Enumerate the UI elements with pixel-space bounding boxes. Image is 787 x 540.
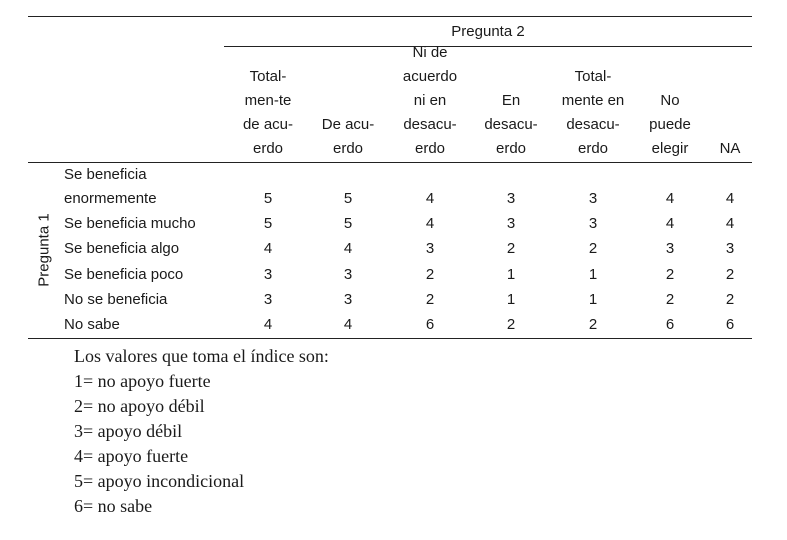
row-label: Se beneficia poco <box>64 266 184 283</box>
table-cell: 3 <box>343 266 353 283</box>
table-cell: 4 <box>725 215 735 232</box>
column-header-row <box>0 44 787 161</box>
table-cell: 2 <box>506 240 516 257</box>
table-cell: 2 <box>425 266 435 283</box>
table-cell: 6 <box>425 316 435 333</box>
table-cell: 3 <box>588 190 598 207</box>
table-cell: 1 <box>506 291 516 308</box>
legend-intro: Los valores que toma el índice son: <box>74 346 329 366</box>
legend-item: 3= apoyo débil <box>74 421 183 441</box>
table-cell: 1 <box>588 266 598 283</box>
table-cell: 4 <box>665 190 675 207</box>
column-header-totalmente-de-acuerdo: Total- men-te de acu- erdo <box>242 68 294 157</box>
table-cell: 4 <box>425 215 435 232</box>
row-label: Se beneficia mucho <box>64 215 196 232</box>
table-cell: 3 <box>263 266 273 283</box>
row-label: No sabe <box>64 316 120 333</box>
table-cell: 6 <box>665 316 675 333</box>
index-legend <box>74 344 329 519</box>
table-cell: 4 <box>343 240 353 257</box>
table-cell: 1 <box>588 291 598 308</box>
legend-item: 1= no apoyo fuerte <box>74 371 211 391</box>
table-cell: 4 <box>263 240 273 257</box>
row-label: Se beneficia <box>64 166 147 183</box>
legend-item: 6= no sabe <box>74 496 153 516</box>
table-cell: 3 <box>425 240 435 257</box>
column-header-na: NA <box>719 140 741 157</box>
table-cell: 4 <box>725 190 735 207</box>
table-cell: 2 <box>665 291 675 308</box>
table-cell: 5 <box>343 215 353 232</box>
table-cell: 3 <box>506 190 516 207</box>
table-cell: 6 <box>725 316 735 333</box>
table-cell: 1 <box>506 266 516 283</box>
table-cell: 3 <box>588 215 598 232</box>
table-cell: 5 <box>343 190 353 207</box>
column-header-en-desacuerdo: En desacu- erdo <box>484 92 538 157</box>
table-cell: 3 <box>263 291 273 308</box>
column-header-ni-de-acuerdo: Ni de acuerdo ni en desacu- erdo <box>402 44 458 157</box>
table-cell: 5 <box>263 190 273 207</box>
row-axis-label: Pregunta 1 <box>35 213 53 287</box>
row-label: enormemente <box>64 190 157 207</box>
table-cell: 4 <box>263 316 273 333</box>
table-cell: 4 <box>425 190 435 207</box>
table-top-rule <box>28 16 752 17</box>
column-group-title: Pregunta 2 <box>451 23 525 40</box>
column-header-no-puede-elegir: No puede elegir <box>649 92 691 157</box>
column-header-de-acuerdo: De acu- erdo <box>321 116 375 157</box>
table-cell: 4 <box>343 316 353 333</box>
table-cell: 2 <box>425 291 435 308</box>
table-cell: 2 <box>665 266 675 283</box>
column-header-totalmente-en-desacuerdo: Total- mente en desacu- erdo <box>561 68 625 157</box>
table-cell: 2 <box>588 316 598 333</box>
table-cell: 3 <box>665 240 675 257</box>
table-cell: 2 <box>725 291 735 308</box>
table-cell: 3 <box>725 240 735 257</box>
row-label: No se beneficia <box>64 291 168 308</box>
table-cell: 2 <box>725 266 735 283</box>
table-cell: 5 <box>263 215 273 232</box>
row-label: Se beneficia algo <box>64 240 180 257</box>
table-cell: 2 <box>506 316 516 333</box>
table-cell: 4 <box>665 215 675 232</box>
legend-item: 5= apoyo incondicional <box>74 471 245 491</box>
table-bottom-rule <box>28 338 752 339</box>
legend-item: 4= apoyo fuerte <box>74 446 189 466</box>
legend-item: 2= no apoyo débil <box>74 396 205 416</box>
table-cell: 3 <box>343 291 353 308</box>
table-cell: 3 <box>506 215 516 232</box>
column-group-rule <box>224 46 752 47</box>
table-cell: 2 <box>588 240 598 257</box>
